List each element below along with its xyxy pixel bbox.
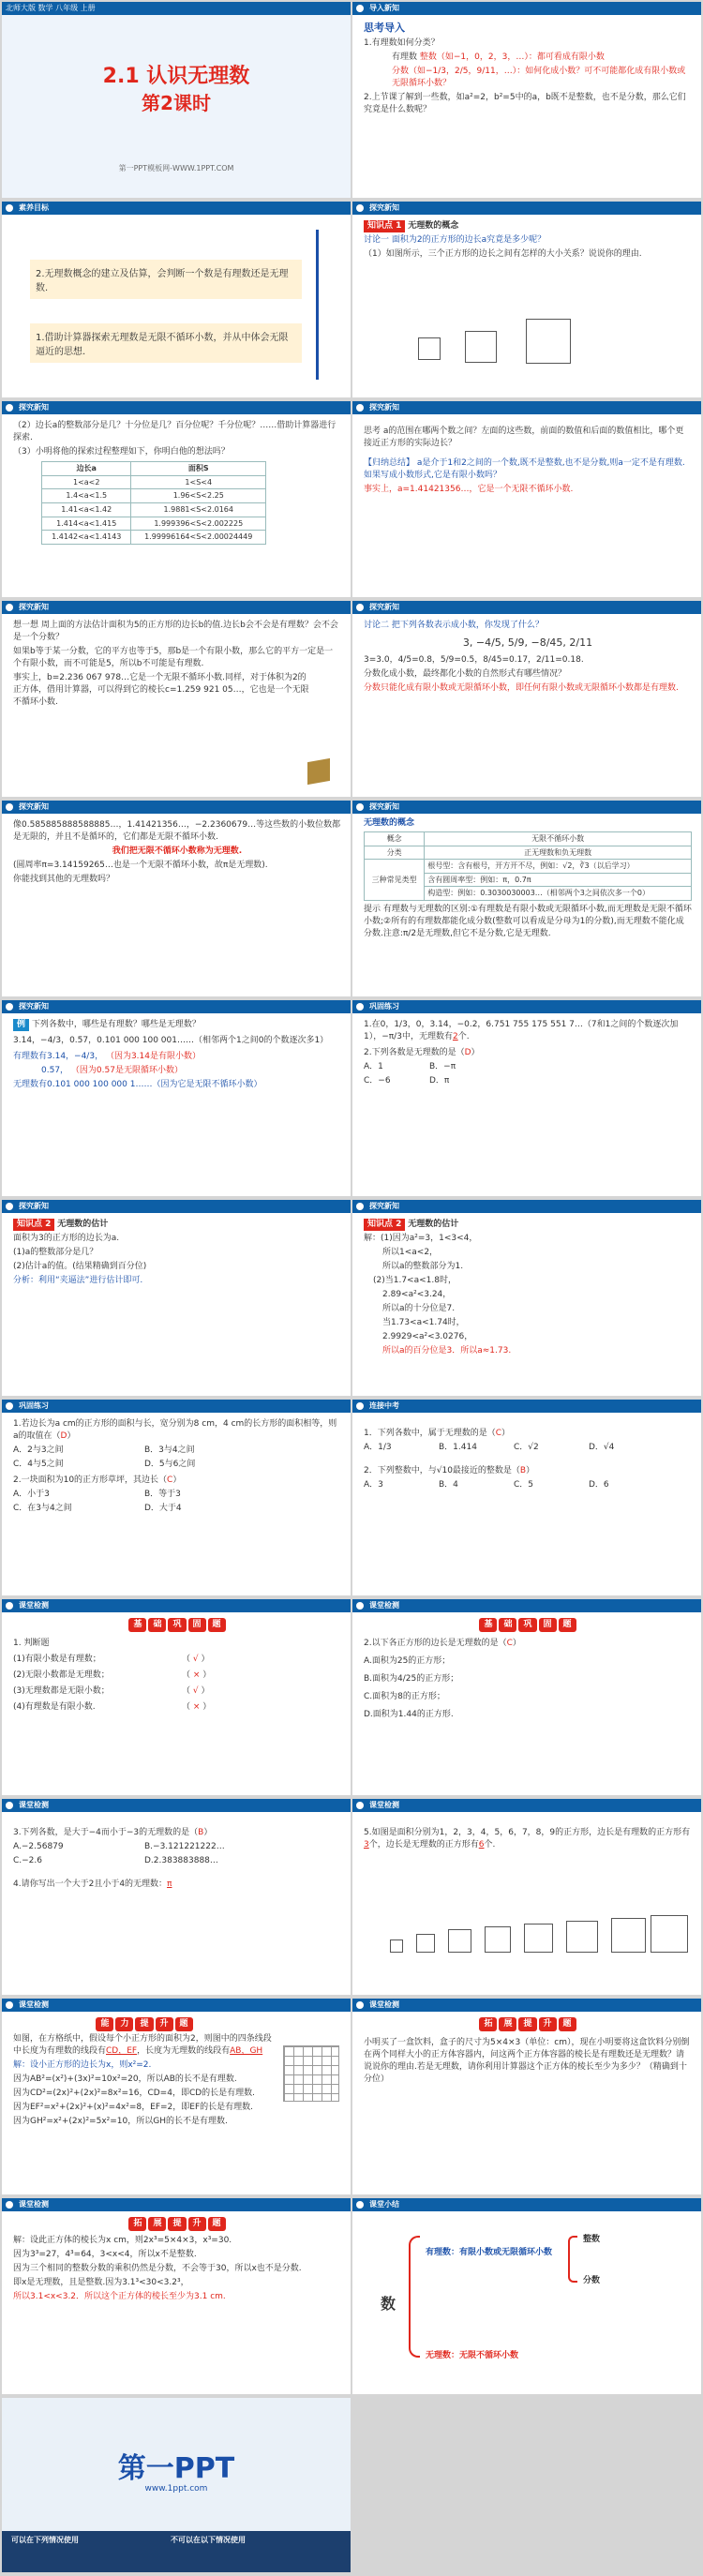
slide-header: 课堂检测 <box>352 1599 701 1612</box>
solution-line: 即x是无理数，且是整数.因为3.1³<30<3.2³， <box>13 2278 189 2288</box>
sub-question-2: (2)估计a的值。(结果精确到百分位) <box>13 1262 147 1272</box>
slide-header: 课堂检测 <box>2 1799 351 1812</box>
square-large <box>526 319 571 364</box>
cover-title: 2.1 认识无理数 <box>102 65 250 88</box>
slide-4 <box>352 202 701 397</box>
root-label: 数 <box>381 2295 396 2313</box>
slide-header: 课堂检测 <box>2 2198 351 2211</box>
option: B．4 <box>439 1480 458 1490</box>
option: B．−π <box>429 1062 456 1072</box>
table-cell: 根号型：含有根号，开方开不尽，例如：√2，∛3（以后学习） <box>425 860 692 874</box>
question-2: 2.一块面积为10的正方形草坪，其边长（ <box>13 1475 168 1486</box>
reason-text: 如果b等于某一分数，它的平方也等于5，那b是一个有限小数，那么它的平方一定是一个有限小数，而不可能是5，所以b不可能是有理数. <box>13 647 334 669</box>
reason: （因为3.14是有限小数） <box>105 1052 201 1062</box>
slide-header: 探究新知 <box>352 401 701 414</box>
question: 如图，在方格纸中，假设每个小正方形的面积为2，则图中的四条线段中长度为有理数的线段有 <box>13 2034 272 2057</box>
solution-line: 当1.73<a<1.74时， <box>382 1318 465 1328</box>
think-text: 思考 a的范围在哪两个数之间？左面的这些数，前面的数值和后面的数值相比，哪个更接近正方形的实际边长？ <box>364 427 684 449</box>
usage-allowed: 可以在下列情况使用 <box>11 2536 79 2544</box>
solution-line: 因为三个相同的整数分数的乘积仍然是分数，不会等于30，所以x也不是分数. <box>13 2264 302 2274</box>
table-row <box>365 860 692 874</box>
question-3: （3）小明将他的探索过程整理如下，你明白他的想法吗？ <box>13 447 230 457</box>
solution-line: 所以3.1<x<3.2．所以这个正方体的棱长至少为3.1 cm. <box>13 2292 226 2302</box>
question-tail: ，长度为无理数的线段有 <box>137 2046 231 2057</box>
solution-line: 所以1<a<2， <box>382 1248 439 1258</box>
question-1: 1.在0，1/3，0，3.14，−0.2，6.751 755 175 551 7…（7和1之间的个数逐次加1），−π/3中，无理数有 <box>364 1020 679 1042</box>
fraction-text: 分数（如−1/3，2/5，9/11，…）：如何化成小数？可不可能都化成有限小数或无限循环小数？ <box>392 67 686 89</box>
judgement: √ <box>192 1686 199 1697</box>
square-7 <box>611 1918 646 1953</box>
table-row <box>42 502 266 517</box>
solution-line: 因为AB²=(x²)+(3x)²=10x²=20，所以AB的长不是有理数. <box>13 2074 237 2085</box>
option: A．3 <box>364 1480 383 1490</box>
slide-11 <box>2 1000 351 1196</box>
cover-subtitle: 第2课时 <box>142 92 211 114</box>
option: A.面积为25的正方形； <box>364 1656 451 1667</box>
answer: C <box>506 1639 513 1649</box>
slide-header: 课堂检测 <box>2 1999 351 2012</box>
table-cell: 无限不循环小数 <box>425 832 692 846</box>
question-2: 2．下列整数中，与√10最接近的整数是（ <box>364 1466 520 1476</box>
slide-header: 探究新知 <box>2 401 351 414</box>
option: C．−6 <box>364 1076 391 1086</box>
col-header: 面积S <box>131 462 266 476</box>
question-mid: 个，边长是无理数的正方形有 <box>368 1840 479 1850</box>
answer-2: AB，GH <box>230 2046 263 2057</box>
question-2: 2.下列各数是无理数的是（ <box>364 1048 465 1058</box>
footer-band <box>2 2531 351 2572</box>
slide-5 <box>2 401 351 597</box>
option: A．小于3 <box>13 1490 50 1500</box>
solution-line: 所以a的整数部分为1. <box>382 1262 464 1272</box>
level-pill: 基 <box>128 1618 146 1632</box>
slide-header: 探究新知 <box>2 601 351 614</box>
slide-6 <box>352 401 701 597</box>
slide-header: 探究新知 <box>2 801 351 814</box>
slide-7 <box>2 601 351 797</box>
summary-text: 【归纳总结】 a是介于1和2之间的一个数,既不是整数,也不是分数,则a一定不是有理数.如果写成小数形式,它是有限小数吗？ <box>364 458 685 481</box>
slide-12 <box>352 1000 701 1196</box>
solution-line: 所以a的百分位是3．所以a≈1.73. <box>382 1346 512 1356</box>
question: 2.以下各正方形的边长是无理数的是（ <box>364 1639 507 1649</box>
slide-header: 探究新知 <box>352 202 701 215</box>
example-tag: 例 <box>13 1019 29 1031</box>
square-8 <box>651 1915 688 1953</box>
intro-text: 像0.585885888588885…，1.41421356…，−2.2360679…等这些数的小数位数都是无限的，并且不是循环的，它们都是无限不循环小数. <box>13 820 341 843</box>
level-pill: 提 <box>518 2017 536 2031</box>
question-2: （2）边长a的整数部分是几？十分位是几？百分位呢？千分位呢？……借助计算器进行探索. <box>13 421 337 443</box>
brace <box>568 2236 577 2283</box>
question-3: 3.下列各数，是大于−4而小于−3的无理数的是（ <box>13 1828 199 1837</box>
slide-header: 巩固练习 <box>352 1000 701 1013</box>
table-cell: 含有圆周率型：例如：π，0.7π <box>425 873 692 887</box>
answer-1: D <box>60 1431 67 1442</box>
table-row <box>42 517 266 531</box>
concept-table <box>364 831 692 901</box>
brace <box>409 2236 420 2358</box>
goal-1 <box>30 323 302 363</box>
slide-15 <box>2 1400 351 1595</box>
option: C.面积为8的正方形； <box>364 1692 445 1702</box>
slide-8 <box>352 601 701 797</box>
rational-answer-2: 0.5̄7， <box>41 1066 69 1076</box>
knowledge-point-tag: 知识点 1 <box>364 220 405 232</box>
slide-16 <box>352 1400 701 1595</box>
integer-label: 整数 <box>583 2235 601 2244</box>
question-2-tail: ） <box>471 1048 480 1058</box>
option: C.−2.6 <box>13 1856 42 1866</box>
question-1-tail: ） <box>67 1431 76 1442</box>
rational-label: 有理数：有限小数或无限循环小数 <box>426 2248 553 2257</box>
slide-header: 课堂检测 <box>2 1599 351 1612</box>
square-4 <box>485 1926 511 1953</box>
problem: 面积为3的正方形的边长为a. <box>13 1234 120 1244</box>
solution-line: 解：设此正方体的棱长为x cm，则2x³=5×4×3，x³=30. <box>13 2236 232 2246</box>
fraction-label: 分数 <box>583 2276 601 2285</box>
square-1 <box>390 1939 403 1953</box>
logo-url: www.1ppt.com <box>144 2484 208 2494</box>
table-row <box>365 832 692 846</box>
table-cell: 分类 <box>365 846 425 860</box>
option: A．1 <box>364 1062 383 1072</box>
level-pill: 提 <box>168 2217 186 2231</box>
slide-9 <box>2 801 351 996</box>
slide-25 <box>2 2398 351 2572</box>
slide-10 <box>352 801 701 996</box>
table-cell: 1.99996164<S<2.00024449 <box>131 531 266 545</box>
irrational-answer: 无理数有0.101 000 100 000 1……（因为它是无限不循环小数） <box>13 1080 262 1090</box>
solution-line: (2)当1.7<a<1.8时， <box>373 1276 456 1286</box>
level-pill: 题 <box>559 1618 576 1632</box>
option: C．√2 <box>514 1443 539 1453</box>
decimal-list: 3=3.0，4/5=0.8，5/9=0.5，8/45=0.17，2/11=0.18. <box>364 654 584 665</box>
table-cell: 1.96<S<2.25 <box>131 489 266 503</box>
knowledge-point-tag: 知识点 2 <box>13 1219 54 1231</box>
level-pill: 展 <box>499 2017 516 2031</box>
slide-23 <box>2 2198 351 2394</box>
option: D．π <box>429 1076 450 1086</box>
square-2 <box>416 1934 435 1953</box>
level-pill: 题 <box>175 2017 193 2031</box>
table-cell: 1.4142<a<1.4143 <box>42 531 131 545</box>
question-1-tail: 个. <box>457 1032 470 1042</box>
table-cell: 1.4<a<1.5 <box>42 489 131 503</box>
tip-text: 提示 有理数与无理数的区别:①有理数是有限小数或无限循环小数,而无理数是无限不循环小数;②所有的有理数都能化成分数(整数可以看成是分母为1的分数),而无理数不能化成分数.注意:π/2是无理数,但它不是分数,它是无理数. <box>364 905 692 939</box>
solution-line: 2.89<a²<3.24， <box>382 1290 452 1300</box>
level-pill: 展 <box>148 2217 166 2231</box>
knowledge-point-title: 无理数的估计 <box>57 1220 109 1229</box>
usage-forbidden: 不可以在以下情况使用 <box>171 2536 246 2544</box>
knowledge-point-tag: 知识点 2 <box>364 1219 405 1231</box>
answer-2: 6 <box>478 1840 485 1850</box>
answer-4: π <box>167 1880 172 1890</box>
option: D．6 <box>589 1480 609 1490</box>
slide-header: 导入新知 <box>352 2 701 15</box>
judgement: × <box>192 1670 201 1681</box>
rational-answer: 有理数有3.14，−4/3， <box>13 1052 104 1062</box>
level-pill: 升 <box>539 2017 557 2031</box>
goal-2-text: 2.无理数概念的建立及估算，会判断一个数是有理数还是无理数. <box>36 269 289 293</box>
level-pill: 能 <box>96 2017 113 2031</box>
question-2: 2.上节课了解到一些数，如a²=2，b²=5中的a，b既不是整数，也不是分数，那么它们究竟是什么数呢？ <box>364 93 686 115</box>
statement: (3)无理数都是无限小数； <box>13 1686 110 1697</box>
solution-line: 因为GH²=x²+(2x)²=5x²=10，所以GH的长不是有理数. <box>13 2117 228 2127</box>
question-4: 4.请你写出一个大于2且小于4的无理数： <box>13 1880 168 1890</box>
question-title: 1. 判断题 <box>13 1639 50 1649</box>
table-cell: 1.414<a<1.415 <box>42 517 131 531</box>
slide-header: 连接中考 <box>352 1400 701 1413</box>
statement: (1)有限小数是有理数； <box>13 1655 101 1665</box>
level-pill: 础 <box>148 1618 166 1632</box>
goal-2 <box>30 260 302 299</box>
question-1-tail: ） <box>501 1429 511 1438</box>
table-row <box>42 489 266 503</box>
square-5 <box>524 1924 553 1953</box>
reason: （因为0.57是无限循环小数） <box>70 1066 183 1076</box>
col-header: 边长a <box>42 462 131 476</box>
discussion-1-q: （1）如图所示，三个正方形的边长之间有怎样的大小关系？说说你的理由. <box>364 249 642 260</box>
estimate-table <box>41 461 266 545</box>
answer-1: C <box>495 1429 502 1438</box>
table-cell: 1.41<a<1.42 <box>42 502 131 517</box>
solution-line: 因为3³=27，4³=64，3<x<4，所以x不是整数. <box>13 2250 197 2260</box>
discussion-1: 讨论一 面积为2的正方形的边长a究竟是多少呢？ <box>364 235 546 246</box>
solution-line: 解：(1)因为a²=3，1<3<4， <box>364 1234 478 1244</box>
square-small <box>418 337 441 360</box>
slide-header: 探究新知 <box>352 1200 701 1213</box>
statement: (4)有理数是有限小数. <box>13 1702 96 1713</box>
level-pill: 力 <box>115 2017 133 2031</box>
number-list: 3.14，−4/3，0.5̄7，0.101 000 100 001……（相邻两个1之间0的个数逐次多1） <box>13 1036 329 1046</box>
question-2-tail: ） <box>172 1475 182 1486</box>
answer-1: 3 <box>364 1840 369 1850</box>
answer-2: D <box>464 1048 471 1058</box>
number-list: 3, −4/5, 5/9, −8/45, 2/11 <box>462 637 593 650</box>
slide-header: 探究新知 <box>2 1000 351 1013</box>
option: D.2.383883888… <box>144 1856 218 1866</box>
option: C．在3与4之间 <box>13 1504 72 1514</box>
answer-1: CD，EF <box>106 2046 138 2057</box>
cover-bar: 北师大版 数学 八年级 上册 <box>2 2 351 15</box>
question-tail: ） <box>512 1639 521 1649</box>
square-3 <box>448 1929 471 1953</box>
table-title: 无理数的概念 <box>364 818 415 828</box>
answer-1: 2 <box>452 1032 458 1042</box>
option: B．3与4之间 <box>144 1445 195 1456</box>
goal-1-text: 1.借助计算器探索无理数是无限不循环小数，并从中体会无限逼近的思想. <box>36 333 289 357</box>
option: D．√4 <box>589 1443 615 1453</box>
integer-line: 有理数 整数（如−1，0，2，3，…）：都可看成有限小数 <box>392 52 605 62</box>
level-pill: 础 <box>499 1618 516 1632</box>
think-text: 想一想 周上面的方法估计面积为5的正方形的边长b的值.边长b会不会是有理数？会不会是一个分数？ <box>13 621 338 643</box>
level-pill: 升 <box>188 2217 206 2231</box>
grid-figure <box>283 2045 339 2102</box>
pi-note: (圆周率π=3.14159265…也是一个无限不循环小数，故π是无理数). <box>13 861 268 871</box>
slide-header: 探究新知 <box>2 1200 351 1213</box>
option: D．大于4 <box>144 1504 182 1514</box>
answer-2: C <box>167 1475 173 1486</box>
option: C．5 <box>514 1480 534 1490</box>
table-cell: 正无理数和负无理数 <box>425 846 692 860</box>
cube-icon <box>307 758 330 785</box>
solution-line: 因为EF²=x²+(2x)²+(x)²=4x²=8，EF=2，即EF的长是有理数. <box>13 2103 253 2113</box>
slide-header: 巩固练习 <box>2 1400 351 1413</box>
slide-17: 课堂检测 基 础 巩 固 题 1. 判断题 (1)有限小数是有理数； （ √ ） (2)无限小数都是无理数； （ × ） (3)无理数都是无限小数； （ √ ） (4)有理数是有限小数. （ × ） <box>2 1599 351 1795</box>
slide-header: 探究新知 <box>352 801 701 814</box>
judgement: × <box>192 1702 201 1713</box>
question: 你能找到其他的无理数吗？ <box>13 875 115 885</box>
knowledge-point-title: 无理数的估计 <box>408 1220 459 1229</box>
discussion-2: 讨论二 把下列各数表示成小数，你发现了什么？ <box>364 621 544 630</box>
level-pill: 巩 <box>518 1618 536 1632</box>
slide-header: 课堂检测 <box>352 1799 701 1812</box>
option: A．2与3之间 <box>13 1445 64 1456</box>
section-heading: 思考导入 <box>364 22 405 34</box>
level-pill: 提 <box>135 2017 153 2031</box>
answer: 分数只能化成有限小数或无限循环小数，即任何有限小数或无限循环小数都是有理数. <box>364 683 679 694</box>
slide-13 <box>2 1200 351 1396</box>
solution-line: 解：设小正方形的边长为x，则x²=2. <box>13 2060 152 2071</box>
example-question: 下列各数中，哪些是有理数？哪些是无理数？ <box>31 1020 201 1029</box>
irrational-label: 无理数：无限不循环小数 <box>426 2351 519 2360</box>
table-row <box>365 846 692 860</box>
integer-text: 整数（如−1，0，2，3，…）：都可看成有限小数 <box>419 52 605 62</box>
level-pill: 拓 <box>128 2217 146 2231</box>
slide-14 <box>352 1200 701 1396</box>
slide-header: 课堂检测 <box>352 1999 701 2012</box>
level-pill: 固 <box>188 1618 206 1632</box>
slide-24 <box>352 2198 701 2394</box>
question: 5.如图是面积分别为1，2，3，4，5，6，7，8，9的正方形，边长是有理数的正方形有 <box>364 1828 691 1837</box>
level-pill: 升 <box>156 2017 173 2031</box>
slide-cover <box>2 2 351 198</box>
option: B.面积为4/25的正方形； <box>364 1674 459 1685</box>
question-tail: 个. <box>484 1840 496 1850</box>
fact-text: 事实上，b=2.236 067 978…它是一个无限不循环小数.同样，对于体积为2的正方体，借用计算器，可以得到它的棱长c=1.259 921 05…，它也是一个无限不循环小数. <box>13 673 309 708</box>
level-pill: 题 <box>208 2217 226 2231</box>
table-cell: 1.999396<S<2.002225 <box>131 517 266 531</box>
slide-18 <box>352 1599 701 1795</box>
table-cell: 1<S<4 <box>131 475 266 489</box>
fraction-line <box>364 66 692 90</box>
question-3-tail: ） <box>203 1828 213 1837</box>
slide-19 <box>2 1799 351 1995</box>
square-middle <box>465 331 497 363</box>
solution-line: 所以a的十分位是7. <box>382 1304 456 1314</box>
question-1: 1．下列各数中，属于无理数的是（ <box>364 1429 496 1438</box>
level-pill: 题 <box>559 2017 576 2031</box>
answer-2: B <box>519 1466 527 1476</box>
fact-text: 事实上，a=1.41421356…，它是一个无限不循环小数. <box>364 485 574 495</box>
table-cell: 1.9881<S<2.0164 <box>131 502 266 517</box>
option: B．等于3 <box>144 1490 181 1500</box>
logo-text: 第一PPT <box>117 2452 235 2485</box>
analysis: 分析：利用“夹逼法”进行估计即可. <box>13 1276 143 1286</box>
slide-20 <box>352 1799 701 1995</box>
answer-3: B <box>198 1828 204 1837</box>
square-6 <box>566 1921 598 1953</box>
slide-21 <box>2 1999 351 2194</box>
question: 小明买了一盒饮料，盒子的尺寸为5×4×3（单位：cm），现在小明要将这盒饮料分别倒在两个同样大小的正方体容器内，问这两个正方体容器的棱长是有理数还是无理数？请说说你的理由.若是无理数，请你利用计算器这个正方体的棱长至少为多少？（精确到十分位） <box>364 2038 690 2085</box>
table-cell: 构造型：例如：0.3030030003…（相邻两个3之间依次多一个0） <box>425 887 692 901</box>
statement: (2)无限小数都是无理数； <box>13 1670 110 1681</box>
table-cell: 1<a<2 <box>42 475 131 489</box>
table-row <box>42 475 266 489</box>
level-pill: 固 <box>539 1618 557 1632</box>
slide-2 <box>352 2 701 198</box>
option: B．1.414 <box>439 1443 477 1453</box>
level-pill: 拓 <box>479 2017 497 2031</box>
solution-line: 因为CD²=(2x)²+(2x)²=8x²=16，CD=4，即CD的长是有理数. <box>13 2089 256 2099</box>
question-1: 1.若边长为a cm的正方形的面积与长，宽分别为8 cm，4 cm的长方形的面积相等，则a的取值在（ <box>13 1419 337 1442</box>
slide-header: 探究新知 <box>352 601 701 614</box>
question: 分数化成小数，最终都化小数的自然形式有哪些情况？ <box>364 669 567 680</box>
table-row <box>42 531 266 545</box>
question-2-tail: ） <box>526 1466 535 1476</box>
level-pill: 巩 <box>168 1618 186 1632</box>
option: C．4与5之间 <box>13 1460 64 1470</box>
slide-22 <box>352 1999 701 2194</box>
slide-header: 课堂小结 <box>352 2198 701 2211</box>
level-pill: 题 <box>208 1618 226 1632</box>
table-cell: 概念 <box>365 832 425 846</box>
cover-site: 第一PPT模板网-WWW.1PPT.COM <box>118 164 234 172</box>
solution-line: 2.9929<a²<3.0276， <box>382 1332 473 1342</box>
judgement: √ <box>192 1655 199 1665</box>
option: A.−2.56879 <box>13 1842 64 1852</box>
option: B.−3.121221222… <box>144 1842 225 1852</box>
option: D.面积为1.44的正方形. <box>364 1710 454 1720</box>
slide-header: 素养目标 <box>2 202 351 215</box>
knowledge-point-title: 无理数的概念 <box>408 221 459 231</box>
option: A．1/3 <box>364 1443 392 1453</box>
arrow-icon <box>316 230 319 380</box>
definition: 我们把无限不循环小数称为无理数. <box>112 846 243 857</box>
table-cell: 三种常见类型 <box>365 860 425 901</box>
option: D．5与6之间 <box>144 1460 196 1470</box>
level-pill: 基 <box>479 1618 497 1632</box>
slide-3 <box>2 202 351 397</box>
sub-question-1: (1)a的整数部分是几？ <box>13 1248 98 1258</box>
question-1: 1.有理数如何分类？ <box>364 37 440 48</box>
